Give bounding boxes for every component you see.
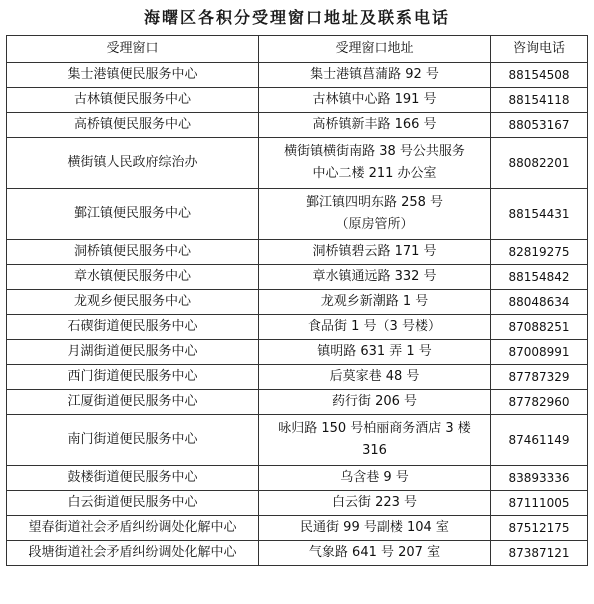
service-window-table xyxy=(6,35,588,566)
phone-cell: 88082201 xyxy=(491,138,588,189)
window-name-cell: 南门街道便民服务中心 xyxy=(7,415,259,466)
window-name-cell: 集士港镇便民服务中心 xyxy=(7,63,259,88)
window-name-cell: 鼓楼街道便民服务中心 xyxy=(7,466,259,491)
phone-cell: 88154508 xyxy=(491,63,588,88)
table-row xyxy=(7,315,588,340)
window-name-cell: 横街镇人民政府综治办 xyxy=(7,138,259,189)
address-cell: 乌含巷 9 号 xyxy=(259,466,491,491)
address-cell: 洞桥镇碧云路 171 号 xyxy=(259,240,491,265)
table-row xyxy=(7,265,588,290)
phone-cell: 87111005 xyxy=(491,491,588,516)
window-name-cell: 章水镇便民服务中心 xyxy=(7,265,259,290)
table-row xyxy=(7,189,588,240)
phone-cell: 88048634 xyxy=(491,290,588,315)
column-header-window: 受理窗口 xyxy=(7,36,259,63)
address-cell: 镇明路 631 弄 1 号 xyxy=(259,340,491,365)
address-cell: 集士港镇菖蒲路 92 号 xyxy=(259,63,491,88)
table-row xyxy=(7,415,588,466)
window-name-cell: 段塘街道社会矛盾纠纷调处化解中心 xyxy=(7,541,259,566)
address-cell: 古林镇中心路 191 号 xyxy=(259,88,491,113)
table-row xyxy=(7,290,588,315)
address-cell: 食品街 1 号（3 号楼） xyxy=(259,315,491,340)
table-row xyxy=(7,390,588,415)
table-row xyxy=(7,491,588,516)
address-cell: 章水镇通远路 332 号 xyxy=(259,265,491,290)
window-name-cell: 白云街道便民服务中心 xyxy=(7,491,259,516)
phone-cell: 87787329 xyxy=(491,365,588,390)
table-row xyxy=(7,63,588,88)
phone-cell: 88154431 xyxy=(491,189,588,240)
phone-cell: 87782960 xyxy=(491,390,588,415)
address-cell: 后莫家巷 48 号 xyxy=(259,365,491,390)
phone-cell: 87461149 xyxy=(491,415,588,466)
phone-cell: 87088251 xyxy=(491,315,588,340)
window-name-cell: 望春街道社会矛盾纠纷调处化解中心 xyxy=(7,516,259,541)
window-name-cell: 高桥镇便民服务中心 xyxy=(7,113,259,138)
address-cell: 药行街 206 号 xyxy=(259,390,491,415)
address-cell: 鄞江镇四明东路 258 号 （原房管所） xyxy=(259,189,491,240)
phone-cell: 88053167 xyxy=(491,113,588,138)
address-cell: 白云街 223 号 xyxy=(259,491,491,516)
column-header-address: 受理窗口地址 xyxy=(259,36,491,63)
table-row xyxy=(7,516,588,541)
address-cell: 横街镇横街南路 38 号公共服务 中心二楼 211 办公室 xyxy=(259,138,491,189)
phone-cell: 82819275 xyxy=(491,240,588,265)
window-name-cell: 石碶街道便民服务中心 xyxy=(7,315,259,340)
table-row xyxy=(7,88,588,113)
table-row xyxy=(7,240,588,265)
phone-cell: 87512175 xyxy=(491,516,588,541)
phone-cell: 87008991 xyxy=(491,340,588,365)
phone-cell: 88154842 xyxy=(491,265,588,290)
table-row xyxy=(7,340,588,365)
window-name-cell: 月湖街道便民服务中心 xyxy=(7,340,259,365)
document-title: 海曙区各积分受理窗口地址及联系电话 xyxy=(143,8,450,27)
table-header-row xyxy=(7,36,588,63)
phone-cell: 83893336 xyxy=(491,466,588,491)
table-row xyxy=(7,365,588,390)
phone-cell: 88154118 xyxy=(491,88,588,113)
window-name-cell: 古林镇便民服务中心 xyxy=(7,88,259,113)
phone-cell: 87387121 xyxy=(491,541,588,566)
column-header-phone: 咨询电话 xyxy=(491,36,588,63)
address-cell: 龙观乡新潮路 1 号 xyxy=(259,290,491,315)
window-name-cell: 西门街道便民服务中心 xyxy=(7,365,259,390)
address-cell: 气象路 641 号 207 室 xyxy=(259,541,491,566)
address-cell: 高桥镇新丰路 166 号 xyxy=(259,113,491,138)
window-name-cell: 龙观乡便民服务中心 xyxy=(7,290,259,315)
window-name-cell: 洞桥镇便民服务中心 xyxy=(7,240,259,265)
address-cell: 民通街 99 号副楼 104 室 xyxy=(259,516,491,541)
address-cell: 咏归路 150 号柏丽商务酒店 3 楼 316 xyxy=(259,415,491,466)
table-row xyxy=(7,541,588,566)
table-row xyxy=(7,466,588,491)
table-row xyxy=(7,113,588,138)
table-row xyxy=(7,138,588,189)
window-name-cell: 江厦街道便民服务中心 xyxy=(7,390,259,415)
window-name-cell: 鄞江镇便民服务中心 xyxy=(7,189,259,240)
